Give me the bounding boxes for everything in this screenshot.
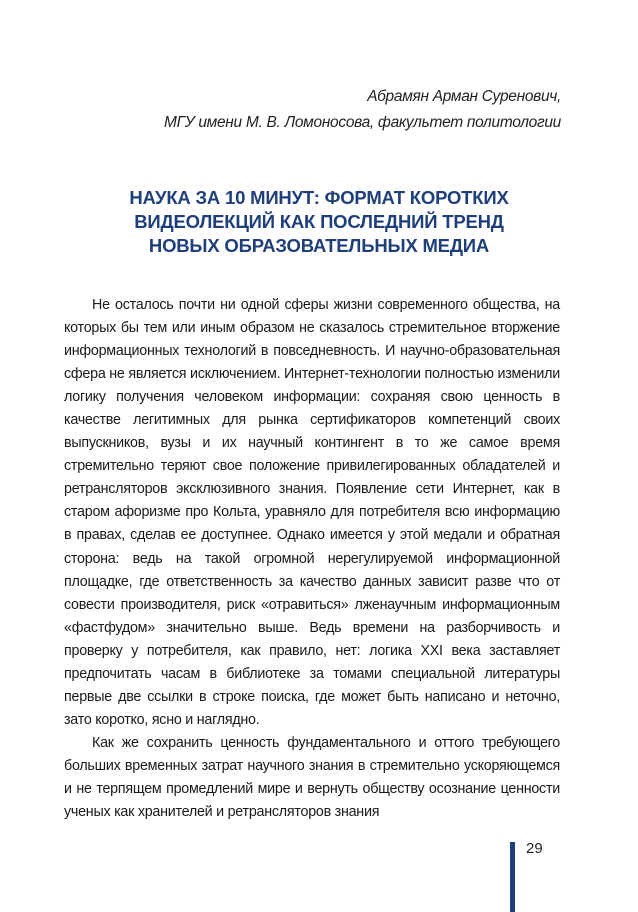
article-body	[64, 294, 560, 824]
title-line-1: НАУКА ЗА 10 МИНУТ: ФОРМАТ КОРОТКИХ	[129, 187, 509, 208]
article-title	[64, 186, 574, 258]
paragraph-1: Не осталось почти ни одной сферы жизни современного общества, на которых бы тем или иным образом не сказалось стремительное вторжение информационных технологий в повседневность. И научно-образовательная сфера не является исключением. Интернет-технологии полностью изменили логику получения человеком информации: сохраняя свою ценность в качестве легитимных для рынка сертификаторов компетенций своих выпускников, вузы и их научный контингент в то же самое время стремительно теряют свое положение привилегированных обладателей и ретрансляторов эксклюзивного знания. Появление сети Интернет, как в старом афоризме про Кольта, уравняло для потребителя всю информацию в правах, сделав ее доступнее. Однако имеется у этой медали и обратная сторона: ведь на такой огромной нерегулируемой информационной площадке, где ответственность за качество данных зависит разве что от совести производителя, риск «отравиться» лженаучным информационным «фастфудом» значительно выше. Ведь времени на разборчивость и проверку у потребителя, как правило, нет: логика XXI века заставляет предпочитать часам в библиотеке за томами специальной литературы первые две ссылки в строке поиска, где может быть написано и неточно, зато коротко, ясно и наглядно.	[64, 297, 560, 728]
page-footer-bar	[510, 842, 515, 912]
author-affiliation: МГУ имени М. В. Ломоносова, факультет политологии	[163, 114, 561, 131]
paragraph-2: Как же сохранить ценность фундаментального и оттого требующего больших временных затрат научного знания в стремительно ускоряющемся и не терпящем промедлений мире и вернуть обществу осознание ценности ученых как хранителей и ретрансляторов знания	[64, 734, 560, 821]
title-line-2: ВИДЕОЛЕКЦИЙ КАК ПОСЛЕДНИЙ ТРЕНД	[134, 211, 504, 232]
page-number: 29	[526, 840, 543, 857]
author-block	[164, 84, 561, 136]
author-name: Абрамян Арман Суренович,	[367, 88, 561, 105]
title-line-3: НОВЫХ ОБРАЗОВАТЕЛЬНЫХ МЕДИА	[148, 235, 490, 256]
